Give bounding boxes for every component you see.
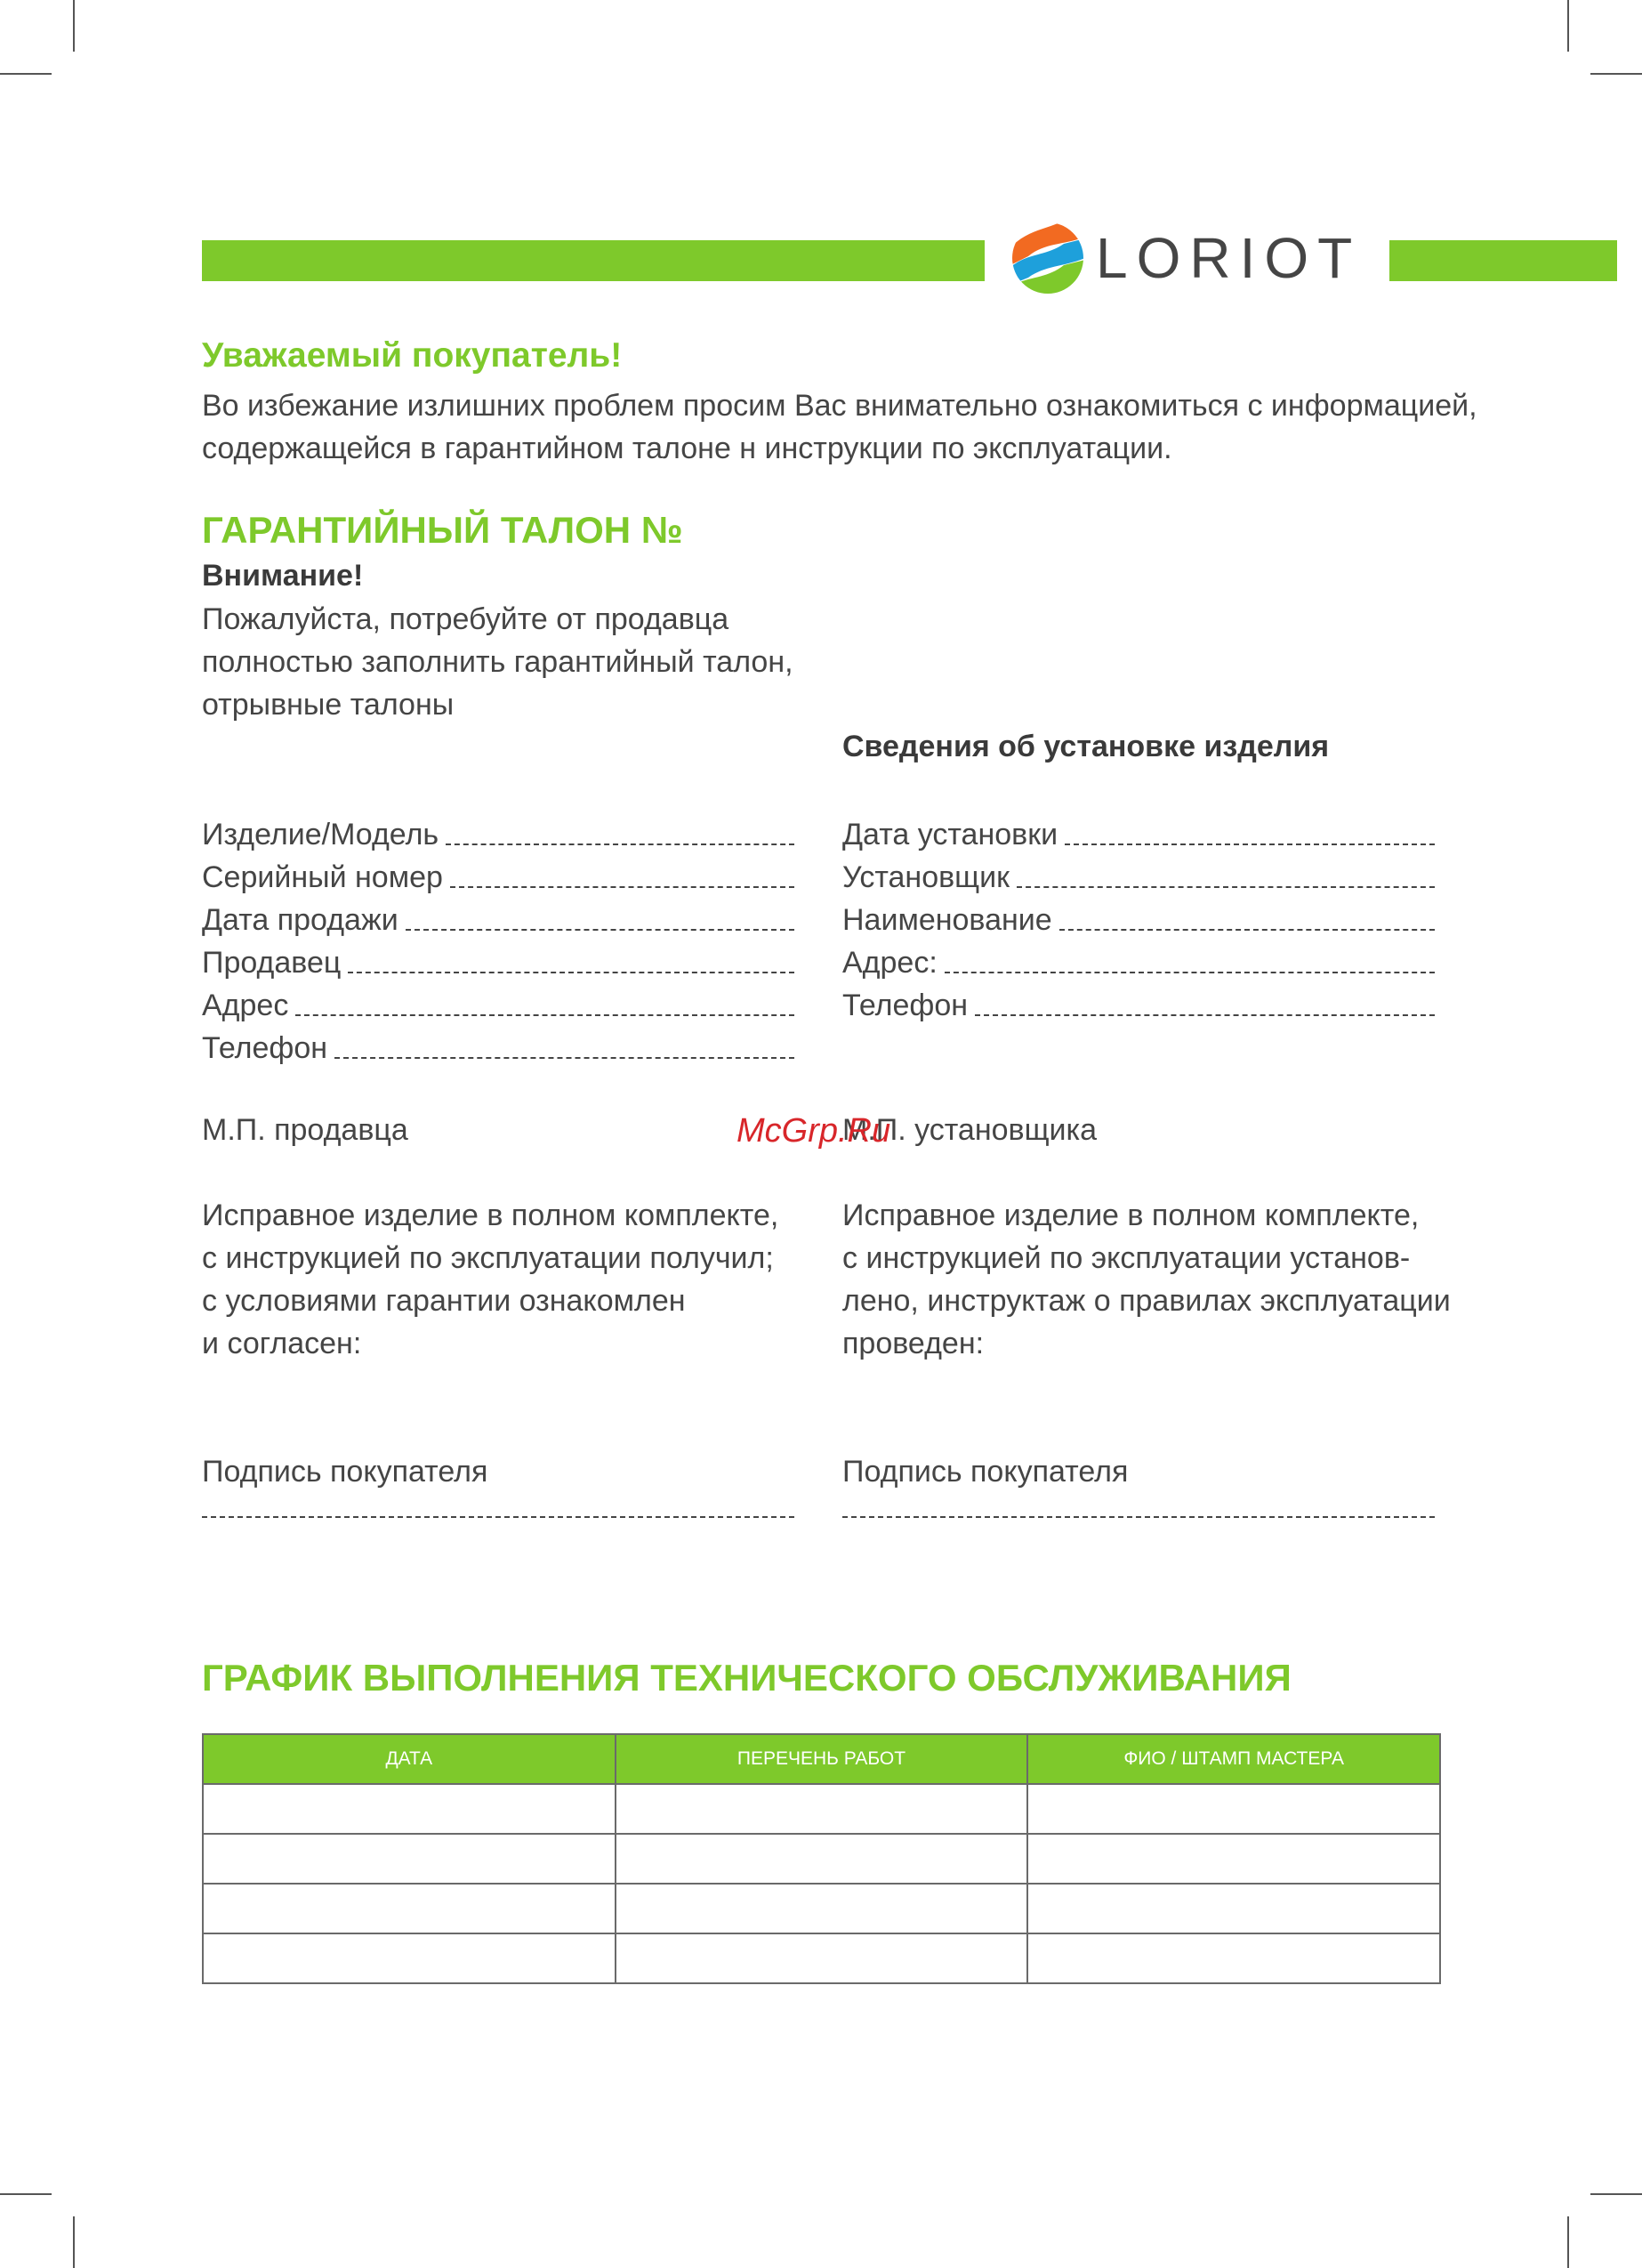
field-product-model[interactable]: Изделие/Модель (202, 810, 794, 852)
header-bar-right (1389, 240, 1617, 281)
table-cell[interactable] (616, 1784, 1028, 1834)
intro-line-2: содержащейся в гарантийном талоне н инструкции по эксплуатации. (202, 432, 1172, 465)
watermark: McGrp.Ru (736, 1112, 891, 1150)
field-installer-address[interactable]: Адрес: (842, 938, 1435, 981)
crop-mark-bottom-right-h (1590, 2193, 1642, 2195)
table-cell[interactable] (616, 1884, 1028, 1933)
field-sale-date[interactable]: Дата продажи (202, 895, 794, 938)
field-installer-phone[interactable]: Телефон (842, 981, 1435, 1023)
loriot-logo-icon (1010, 221, 1085, 295)
left-confirm-line-4: и согласен: (202, 1327, 362, 1360)
right-confirm-line-1: Исправное изделие в полном комплекте, (842, 1199, 1420, 1232)
field-install-date[interactable]: Дата установки (842, 810, 1435, 852)
crop-mark-bottom-left-v (73, 2216, 75, 2268)
warranty-note-1: Пожалуйста, потребуйте от продавца (202, 602, 729, 636)
table-cell[interactable] (1027, 1834, 1440, 1884)
column-header-works: ПЕРЕЧЕНЬ РАБОТ (616, 1734, 1028, 1784)
right-confirm-line-4: проведен: (842, 1327, 985, 1360)
field-seller-address[interactable]: Адрес (202, 981, 794, 1023)
table-cell[interactable] (616, 1834, 1028, 1884)
greeting-heading: Уважаемый покупатель! (202, 336, 623, 375)
install-heading: Сведения об установке изделия (842, 730, 1330, 763)
crop-mark-top-right-h (1590, 73, 1642, 75)
warranty-note-3: отрывные талоны (202, 688, 455, 722)
right-signature-label: Подпись покупателя (842, 1455, 1129, 1489)
table-cell[interactable] (203, 1834, 616, 1884)
left-signature-label: Подпись покупателя (202, 1455, 488, 1489)
table-cell[interactable] (1027, 1884, 1440, 1933)
header-bar-left (202, 240, 985, 281)
warranty-title: ГАРАНТИЙНЫЙ ТАЛОН № (202, 509, 683, 551)
field-serial-number[interactable]: Серийный номер (202, 852, 794, 895)
right-confirm-line-2: с инструкцией по эксплуатации установ- (842, 1241, 1411, 1275)
table-cell[interactable] (1027, 1933, 1440, 1983)
attention-label: Внимание! (202, 559, 364, 593)
field-seller-phone[interactable]: Телефон (202, 1023, 794, 1066)
field-seller[interactable]: Продавец (202, 938, 794, 981)
column-header-date: ДАТА (203, 1734, 616, 1784)
service-schedule-table (202, 1733, 1441, 1984)
field-installer[interactable]: Установщик (842, 852, 1435, 895)
left-confirm-line-3: с условиями гарантии ознакомлен (202, 1284, 686, 1318)
right-signature-line[interactable] (842, 1516, 1435, 1518)
crop-mark-top-right-v (1567, 0, 1569, 52)
right-confirm-line-3: лено, инструктаж о правилах эксплуатации (842, 1284, 1451, 1318)
crop-mark-top-left-h (0, 73, 52, 75)
field-installer-name[interactable]: Наименование (842, 895, 1435, 938)
crop-mark-bottom-right-v (1567, 2216, 1569, 2268)
table-cell[interactable] (203, 1933, 616, 1983)
intro-line-1: Во избежание излишних проблем просим Вас внимательно ознакомиться с информацией, (202, 389, 1477, 423)
left-confirm-line-2: с инструкцией по эксплуатации получил; (202, 1241, 774, 1275)
table-row (203, 1784, 1440, 1834)
table-cell[interactable] (1027, 1784, 1440, 1834)
seller-stamp-label: М.П. продавца (202, 1113, 408, 1147)
table-row (203, 1884, 1440, 1933)
table-cell[interactable] (203, 1784, 616, 1834)
table-cell[interactable] (203, 1884, 616, 1933)
left-signature-line[interactable] (202, 1516, 794, 1518)
table-cell[interactable] (616, 1933, 1028, 1983)
left-confirm-line-1: Исправное изделие в полном комплекте, (202, 1199, 779, 1232)
table-row (203, 1933, 1440, 1983)
loriot-logo-text: LORIOT (1096, 226, 1362, 290)
crop-mark-bottom-left-h (0, 2193, 52, 2195)
crop-mark-top-left-v (73, 0, 75, 52)
warranty-note-2: полностью заполнить гарантийный талон, (202, 645, 793, 679)
installer-stamp-label: М.П. установщика (842, 1113, 1098, 1147)
column-header-master: ФИО / ШТАМП МАСТЕРА (1027, 1734, 1440, 1784)
table-row (203, 1834, 1440, 1884)
service-schedule-title: ГРАФИК ВЫПОЛНЕНИЯ ТЕХНИЧЕСКОГО ОБСЛУЖИВАНИЯ (202, 1657, 1292, 1699)
